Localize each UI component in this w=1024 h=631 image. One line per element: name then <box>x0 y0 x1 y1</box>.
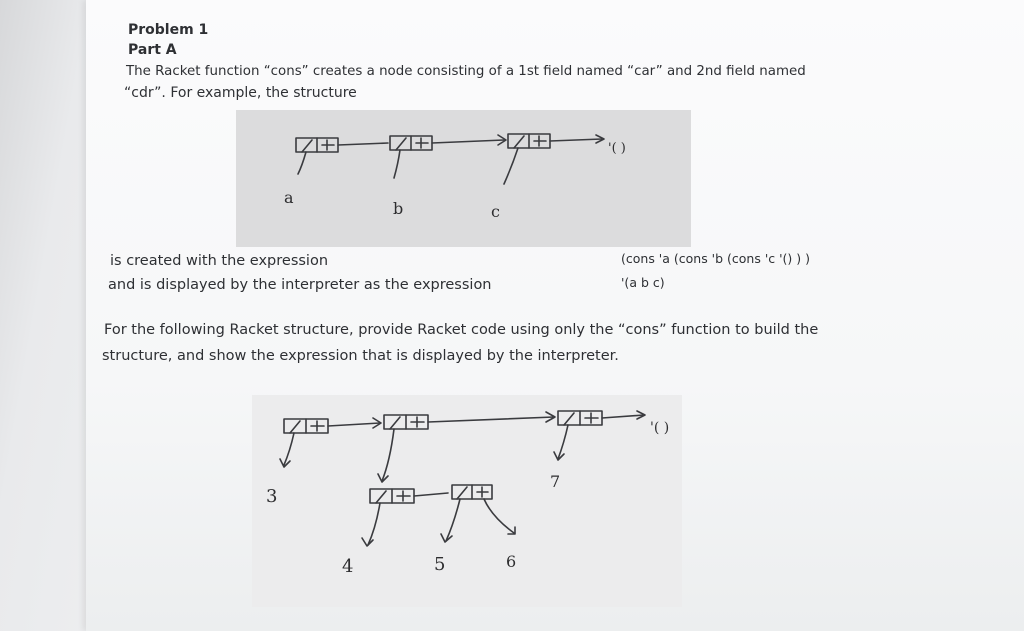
displayed-label: and is displayed by the interpreter as the expression <box>108 277 492 293</box>
label-a: a <box>284 188 294 207</box>
cons-cell-4 <box>362 489 448 546</box>
created-label: is created with the expression <box>110 253 329 269</box>
nil-symbol-2: '( ) <box>650 420 670 436</box>
part-label: Part A <box>128 42 177 58</box>
cons-cell-3 <box>280 418 381 467</box>
cons-cell-5-6 <box>441 485 515 542</box>
task-cons-diagram <box>252 395 682 607</box>
cons-expression: (cons 'a (cons 'b (cons 'c '() ) ) <box>621 251 811 266</box>
cons-cell-c <box>504 134 604 184</box>
task-line-2: structure, and show the expression that is displayed by the interpreter. <box>102 348 619 364</box>
cons-cell-a <box>296 138 388 174</box>
intro-line-2: “cdr”. For example, the structure <box>124 85 357 101</box>
display-expression: '(a b c) <box>621 275 665 290</box>
task-line-1: For the following Racket structure, provide Racket code using only the “cons” function to build the <box>104 322 819 338</box>
label-b: b <box>393 199 404 218</box>
problem-title: Problem 1 <box>128 22 209 38</box>
label-5: 5 <box>434 554 446 575</box>
label-3: 3 <box>266 486 278 507</box>
label-6: 6 <box>506 552 517 571</box>
nil-symbol: '( ) <box>608 141 626 156</box>
cons-cell-sublist <box>378 412 555 482</box>
example-cons-diagram <box>236 110 691 247</box>
label-c: c <box>491 202 500 221</box>
intro-line-1: The Racket function “cons” creates a node consisting of a 1st field named “car” and 2nd field named <box>126 64 806 79</box>
cons-cell-b <box>390 135 506 178</box>
label-4: 4 <box>342 556 354 577</box>
label-7: 7 <box>550 472 561 491</box>
cons-cell-7 <box>554 411 645 460</box>
